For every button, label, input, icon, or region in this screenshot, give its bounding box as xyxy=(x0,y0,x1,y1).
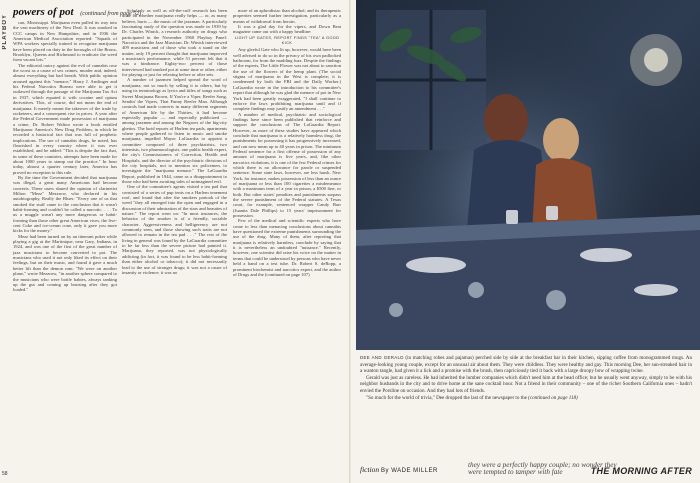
paragraph: Gerald was just as careless. He had inherited the lumber companies which didn't need him at the head office; but he usually went anyway, simply to be with his neighbor husbands in the city and to drive home at the sane cocktail hour. Not a friend in their community – one of the richer Southern California ones – hadn't envied the Porsline on occasion. And they had lots of friends. xyxy=(360,374,692,394)
paragraph: A number of jazzmen helped spread the word of marijuana, not so much by selling it to others, but by using its terminology as lyrics and titles of songs such as Sweet Marijuana Brown, If You're a Viper, Reefer Song, Sendin' the Vipers, That Funny Reefer Man. Although controls had made converts in many different segments of American life by the Thirties, it had become especially popular — and especially publicized — among jazzmen and among the Negroes of the big-city ghettos. The lurid reports of Harlem tea pads, apartments where people gathered to listen to music and smoke marijuana, impelled Mayor LaGuardia to appoint a committee composed of three psychiatrists, two internists, two pharmacologists, one public health expert, the city's Commissioners of Correction, Health and Hospitals, and the director of the psychiatric divisions of the city hospitals, not to mention six policemen, to investigate the "marijuana menace." The LaGuardia Report, published in 1944, came as a disappointment to those who had been awaiting tales of unimagined evil. xyxy=(122,77,227,184)
paragraph: By the time the Government decided that marijuana was illegal, a great many Americans had become converts. These users shared the opinion of clarinetist Milton "Mezz" Mezzrow, who declared in his autobiography, Really the Blues: "Every one of us that smoked the stuff came to the conclusion that it wasn't habit-forming and couldn't be called a narcotic. . . . To us a muggle wasn't any more dangerous or habit-forming than those other great American vices, the five-cent Coke and ice-cream cone, only it gave you more kicks for the money." xyxy=(13,174,117,234)
text-column-3 xyxy=(233,8,341,475)
article-title: powers of pot xyxy=(13,6,74,18)
story-tagline: they were a perfectly happy couple; no wonder they were tempted to tamper with fate xyxy=(468,461,617,477)
caption-lead: DEE AND GERALD xyxy=(360,355,404,360)
paragraph: can, Mississippi. Marijuana even pulled its way into the vast machinery of the New Deal. It was smoked in CCC camps in New Hampshire, and in 1936 the American Medical Association reported: "Squads of WPA workers specially trained to recognize marijuana have been placed on duty in the boroughs of the Bronx, Brooklyn, Queens and Richmond to eradicate the weed from vacant lots." xyxy=(13,20,117,63)
page-number: 58 xyxy=(2,471,8,477)
paragraph: A number of medical, psychiatric and sociological findings have since been published that reinforce and support the conclusions of The LaGuardia Report. However, as more of these studies have appeared which conclude that marijuana is a relatively harmless drug, the punishments for possessing it has progressively increased, and can now mean up to 40 years in prison. The minimum Federal sentence for a first offense of possession of any amount of marijuana is five years, and, like other narcotics violations, it is one of the few Federal crimes for which there is no allowance for parole or suspended sentence. Some state laws, however, are less harsh. New York, for instance, makes possession of less than an ounce of marijuana or less than 100 cigarettes a misdemeanor with a maximum term of a year in prison, a $500 fine, or both. But other states' penalties and punishments surpass the severe punishment of the Federal statutes. A Texas court, for example, sentenced wrapper Candy Barr (Juanita Dale Phillips) to 15 years' imprisonment for possession. xyxy=(233,111,341,219)
paragraph: Any gleeful Gate who lit up, however, would have been well advised to do so in the privacy of his own padlocked bathroom, for from the madding fuzz. Despite the findings of the experts, The Little Flower was not about to sanction the use of the flowers of the hemp plant. (The social stigma of marijuana in the West is complete; it is condemned by both the FBI and the Daily Worker.) LaGuardia wrote in the introduction to his committee's report that although he was glad the menace of pot in New York had been greatly exaggerated, "I shall continue to enforce the laws prohibiting marijuana until and if complete findings may justify an amendment . . ." xyxy=(233,47,341,112)
text-column-2 xyxy=(122,8,227,475)
paragraph: It was a glad day for the vipers, and Down Beat magazine came out with a happy headline: xyxy=(233,24,341,35)
illustration-painting xyxy=(356,0,700,350)
paragraph: (in matching robes and pajamas) perched side by side at the breakfast bar in their kitchen, sipping coffee from monogrammed mugs. An average-looking young couple, except for an unusual air about them. They were childless. They were healthy and gay. This morning Dee, her sun-streaked hair in a wanton tangle, had given it a lick and a promise with the brush, then capriciously tied it back with a large droopy bow of wrapping twine. xyxy=(360,355,692,375)
page-gutter xyxy=(349,0,351,483)
story-opening-text xyxy=(360,355,692,459)
paragraph: Few of the medical and scientific experts who have come to less than menacing conclusions about cannabis have questioned the extreme punishments surrounding the use of the drug. Many of them, after reporting that marijuana is relatively harmless, conclude by saying that it is nevertheless an undoubted "nuisance." Recently, however, one scientist did raise his voice on the matter in terms that could be understood by persons who have never held a hand on a test tube. Dr. Robert S. deRopp, a prominent biochemist and narcotics expert, and the author of Drugs and the (continued on page 107) xyxy=(233,218,341,277)
fiction-label-group xyxy=(360,465,438,474)
story-illustration xyxy=(356,0,700,350)
magazine-vertical-logo: PLAYBOY xyxy=(2,14,8,50)
paragraph: Mezz had been turned on by an itinerant poker while playing a gig at the Martinique, near Gary, Indiana, in 1924, and was one of the first of the great number of jazz musicians to become converted to pot. The musicians who used it not only liked its effect on their feelings, but on their music, and found it gave a much better lift than the demon rum: "We were on another plane," wrote Mezzrow, "in another sphere compared to the musicians who were bottle babies, always tanking up the gut and coming up bruising after they got loaded." xyxy=(13,233,117,293)
author-name: By WADE MILLER xyxy=(381,468,438,474)
story-title: THE MORNING AFTER xyxy=(590,466,692,476)
paragraph: more of an aphrodisiac than alcohol; and its therapeutic properties seemed further investigation, particularly as a means of withdrawal from heroin. xyxy=(233,8,341,24)
text-column-1 xyxy=(13,20,117,475)
fiction-label: fiction xyxy=(360,465,380,474)
paragraph: Scholarly as well as off-the-cuff research has been done on whether marijuana really helps — or, as many believe, hurts — the music of the jazzman. A particularly fascinating study of the question was made in 1939 by Dr. Charles Winick, a research authority on drugs who participated in the November 1960 Playboy Panel: Narcotics and the Jazz Musician. Dr. Winick interviewed 409 musicians and of those who took a stand on the matter, only 19 percent thought that marijuana improved a musician's performance, while 51 percent felt that it was a hindrance. Eighty-two percent of those interviewed had smoked pot at some time or other, either for playing or just for relaxing before or after sets. xyxy=(122,8,227,78)
continued-from-note: (continued from page 52) xyxy=(80,11,142,17)
paragraph: One of the committee's agents visited a tea pad that consisted of a series of pup tents on a Harlem tenement roof, and found that after the smokers partook of the weed "they all emerged into the open and engaged in a discussion of their admiration of the stars and beauties of nature." The report went on: "In most instances, the behavior of the smoker is of a friendly, sociable character. Aggressiveness and belligerency are not commonly seen, and those showing such traits are not allowed to remain in the tea pad . . ." The rest of the living in general was found by the LaGuardia committee to be far less than the severe picture had painted it. Marijuana, they reported, was not physiologically addicting (in fact, it was found to be less habit-forming than either alcohol or tobacco); it did not necessarily lead to the use of stronger drugs; it was not a cause of insanity or violence; it was no xyxy=(122,184,227,275)
subheadline: LIGHT UP GATES, REPORT FINDS "TEA" A GOOD KICK xyxy=(234,35,340,46)
continued-on-note: (continued on page 118) xyxy=(528,394,578,401)
paragraph: The editorial outcry against the evil of cannabis rose the worst as a cause of sex crimes, murder and, indeed, almost everything but bad breath. With public opinion aroused against this "menace," Harry J. Anslinger and his Federal Narcotics Bureau were able to get it outlawed through the passage of the Marijuana Tax Act in 1937, which equated it with cocaine and opium derivatives. This, of course, did not mean the end of marijuana. It merely meant the takeover of the trade by racketeers, and a consequent rise in prices. A year after the Federal Government made possession of marijuana a crime, Dr. Robert Walton wrote a book entitled Marijuana: America's New Drug Problem, in which he recorded a historical fact that was full of prophetic implications. The use of cannabis drugs, he noted, has flourished in every country where it was ever established, and he added: "This is despite the fact that, in some of these countries, attempts have been made for about 1000 years to stamp out the practice." In hour today, almost a quarter century later, America has proved no exception to this rule. xyxy=(13,62,117,175)
story-byline xyxy=(360,461,696,481)
paragraph: "So much for the world of trivia," Dee dropped the last of the newspaper to the xyxy=(366,394,527,401)
